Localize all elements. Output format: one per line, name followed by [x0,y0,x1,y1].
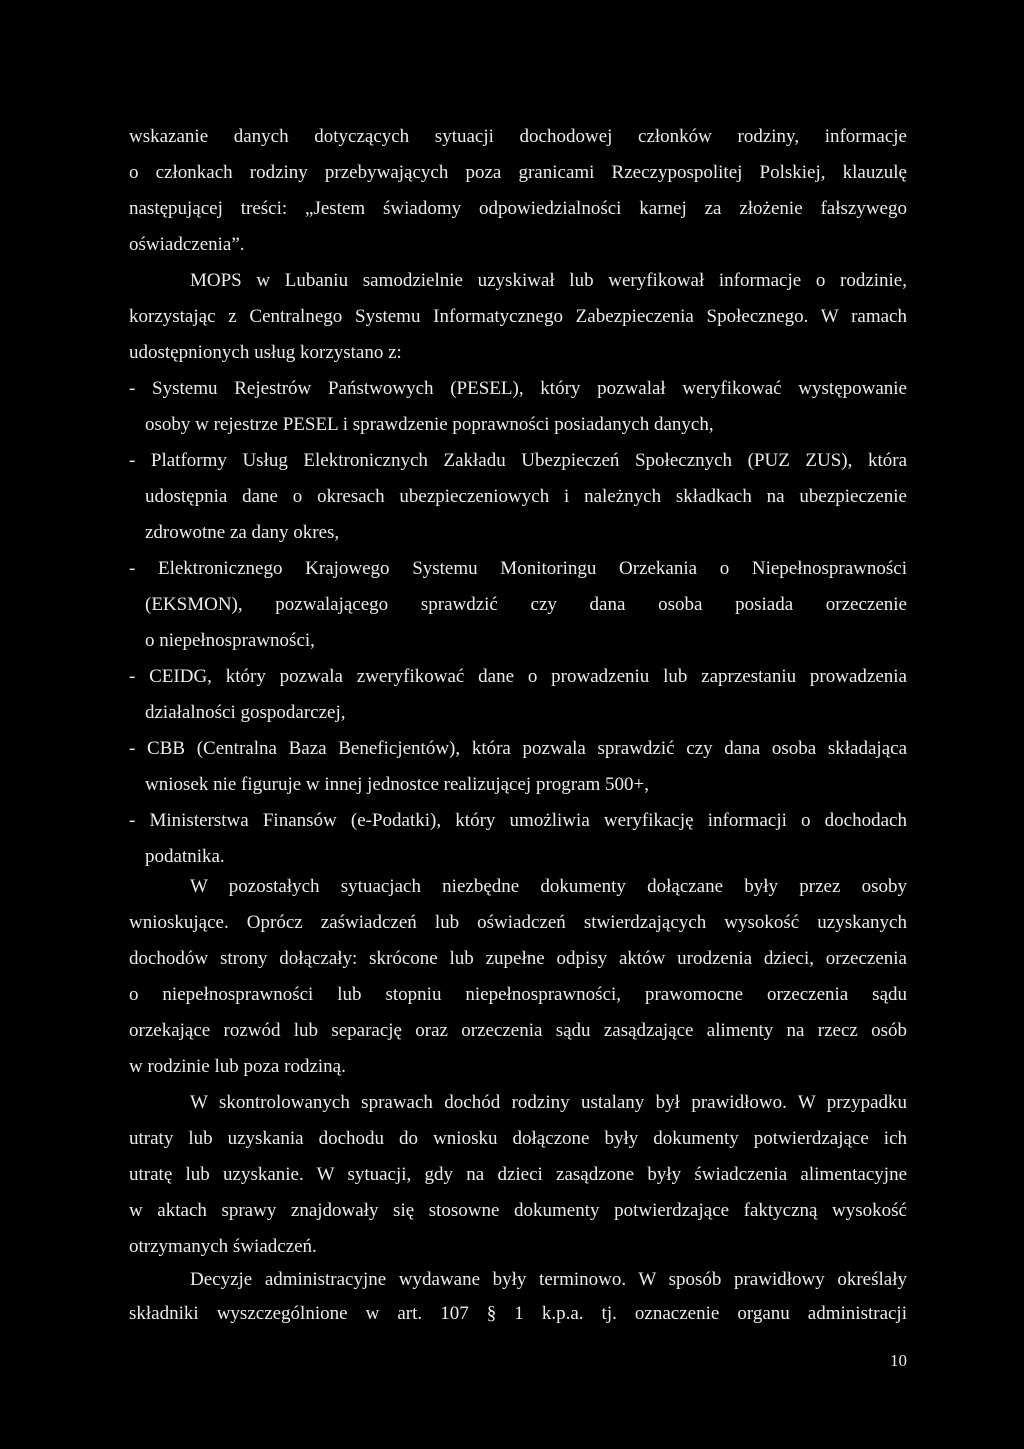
text-line: otrzymanych świadczeń. [129,1236,317,1257]
text-line: W skontrolowanych sprawach dochód rodziny ustalany był prawidłowo. W przypadku [190,1092,907,1113]
list-item-continuation: działalności gospodarczej, [145,702,346,723]
text-line: w rodzinie lub poza rodziną. [129,1056,346,1077]
list-item-continuation: zdrowotne za dany okres, [145,522,340,543]
text-line: wnioskujące. Oprócz zaświadczeń lub oświadczeń stwierdzających wysokość uzyskanych [129,912,907,933]
text-line: korzystając z Centralnego Systemu Informatycznego Zabezpieczenia Społecznego. W ramach [129,306,907,327]
list-item: - CEIDG, który pozwala zweryfikować dane o prowadzeniu lub zaprzestaniu prowadzenia [129,666,907,687]
text-line: o członkach rodziny przebywających poza granicami Rzeczypospolitej Polskiej, klauzulę [129,162,907,183]
text-line: oświadczenia”. [129,234,245,255]
list-item-continuation: (EKSMON), pozwalającego sprawdzić czy dana osoba posiada orzeczenie [145,594,907,615]
text-line: następującej treści: „Jestem świadomy odpowiedzialności karnej za złożenie fałszywego [129,198,907,219]
list-item: - CBB (Centralna Baza Beneficjentów), która pozwala sprawdzić czy dana osoba składająca [129,738,907,759]
text-line: udostępnionych usług korzystano z: [129,342,402,363]
page-number: 10 [890,1351,907,1370]
text-line: utratę lub uzyskanie. W sytuacji, gdy na dzieci zasądzone były świadczenia alimentacyjne [129,1164,907,1185]
text-line: W pozostałych sytuacjach niezbędne dokumenty dołączane były przez osoby [190,876,907,897]
text-line: wskazanie danych dotyczących sytuacji dochodowej członków rodziny, informacje [129,126,907,147]
list-item-continuation: podatnika. [145,846,225,867]
text-line: o niepełnosprawności lub stopniu niepełnosprawności, prawomocne orzeczenia sądu [129,984,907,1005]
text-line: Decyzje administracyjne wydawane były terminowo. W sposób prawidłowy określały [190,1269,907,1290]
text-line: dochodów strony dołączały: skrócone lub zupełne odpisy aktów urodzenia dzieci, orzeczenia [129,948,907,969]
list-item: - Ministerstwa Finansów (e-Podatki), który umożliwia weryfikację informacji o dochodach [129,810,907,831]
text-line: utraty lub uzyskania dochodu do wniosku dołączone były dokumenty potwierdzające ich [129,1128,907,1149]
list-item: - Elektronicznego Krajowego Systemu Monitoringu Orzekania o Niepełnosprawności [129,558,907,579]
list-item-continuation: osoby w rejestrze PESEL i sprawdzenie poprawności posiadanych danych, [145,414,714,435]
list-item: - Platformy Usług Elektronicznych Zakładu Ubezpieczeń Społecznych (PUZ ZUS), która [129,450,907,471]
list-item-continuation: udostępnia dane o okresach ubezpieczeniowych i należnych składkach na ubezpieczenie [145,486,907,507]
text-line: składniki wyszczególnione w art. 107 § 1 k.p.a. tj. oznaczenie organu administracji [129,1303,907,1324]
text-line: orzekające rozwód lub separację oraz orzeczenia sądu zasądzające alimenty na rzecz osób [129,1020,907,1041]
list-item-continuation: o niepełnosprawności, [145,630,315,651]
list-item: - Systemu Rejestrów Państwowych (PESEL), który pozwalał weryfikować występowanie [129,378,907,399]
list-item-continuation: wniosek nie figuruje w innej jednostce realizującej program 500+, [145,774,650,795]
text-line: MOPS w Lubaniu samodzielnie uzyskiwał lub weryfikował informacje o rodzinie, [190,270,907,291]
text-line: w aktach sprawy znajdowały się stosowne dokumenty potwierdzające faktyczną wysokość [129,1200,907,1221]
